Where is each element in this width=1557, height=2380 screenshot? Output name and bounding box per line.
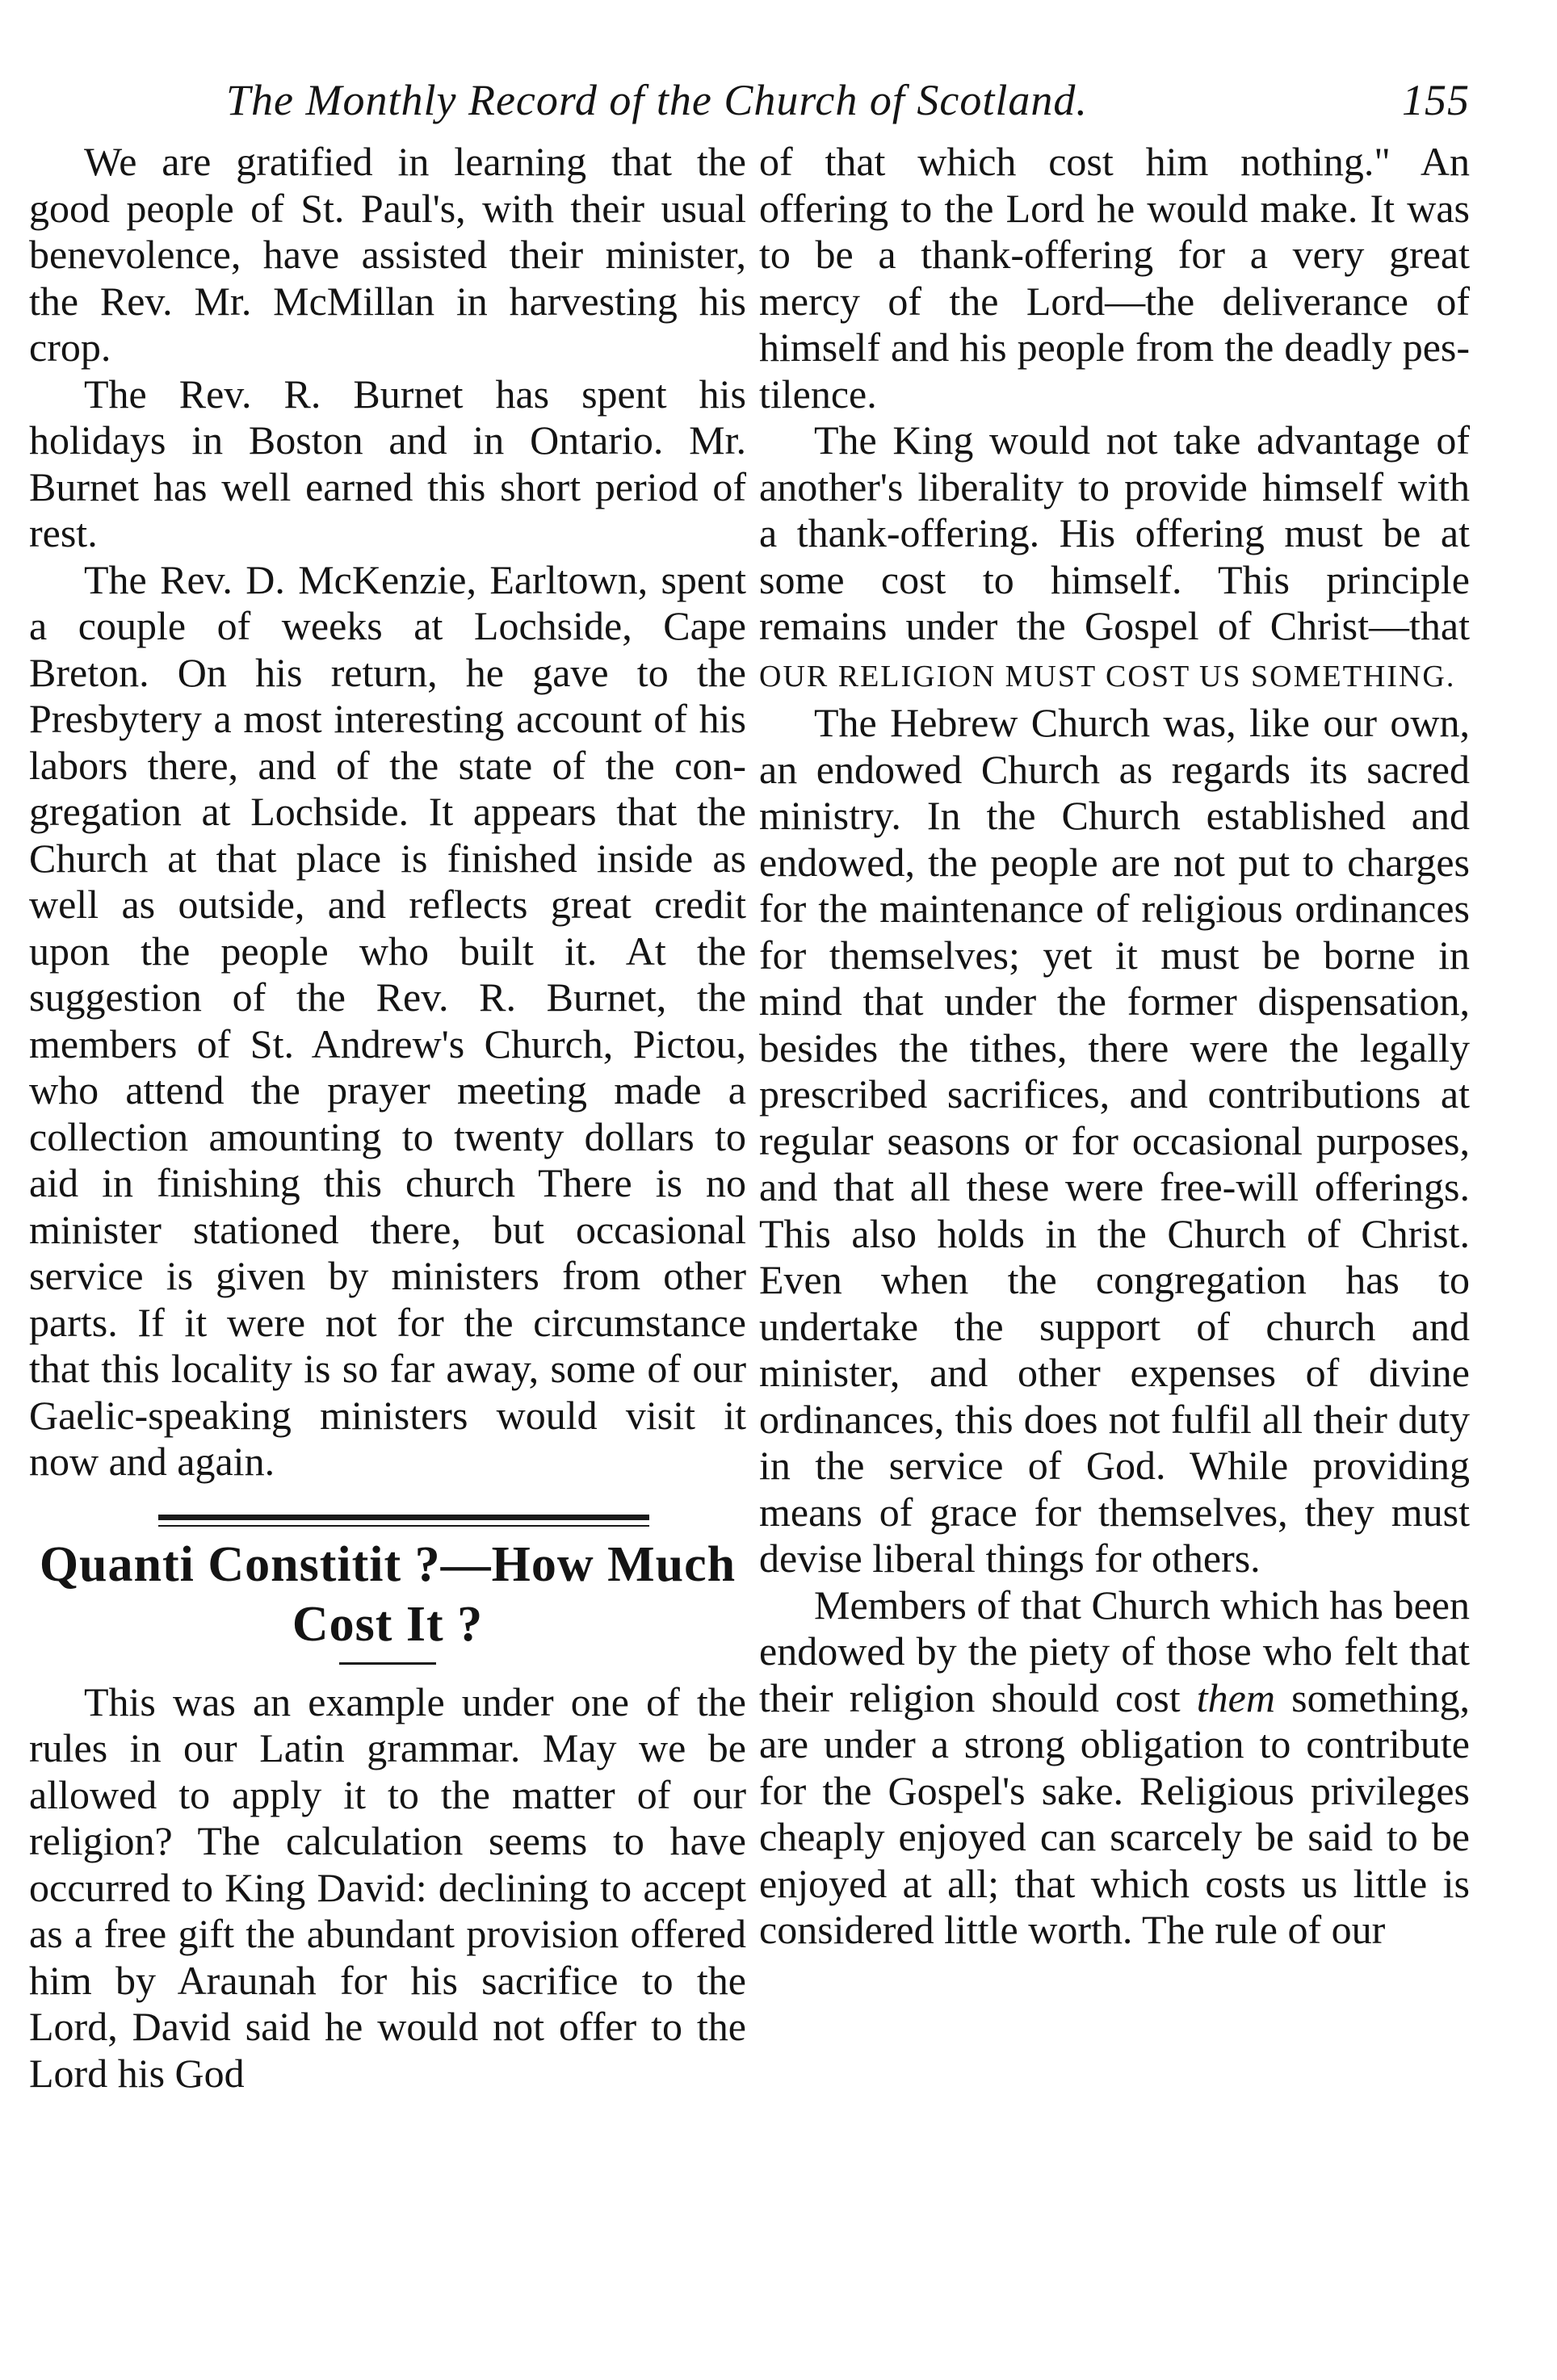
title-underline — [339, 1662, 436, 1665]
article-title-line1: Quanti Constitit ?—How Much — [39, 1536, 737, 1592]
paragraph-continued-offering: of that which cost him nothing." An offering to the Lord he would make. It was to be a thank-offering for a very great mercy of the Lord—the deliverance of himself and his people from the deadly pestilence. — [759, 139, 1470, 417]
members-text-start: Members of that Church which has been endowed by the piety of those who felt that their religion should cost — [759, 1582, 1470, 1720]
paragraph-mckenzie-lochside: The Rev. D. McKenzie, Earltown, spent a couple of weeks at Lochside, Cape Breton. On his return, he gave to the Presbytery a most interesting account of his labors there, and of the state of the congregation at Lochside. It appears that the Church at that place is finished inside as well as outside, and reflects great credit upon the people who built it. At the suggestion of the Rev. R. Burnet, the members of St. Andrew's Church, Pictou, who attend the prayer meeting made a collection amounting to twenty dollars to aid in finishing this church There is no minister stationed there, but occasional service is given by ministers from other parts. If it were not for the circumstance that this locality is so far away, some of our Gaelic-speaking ministers would visit it now and again. — [29, 556, 746, 1484]
paragraph-burnet-holidays: The Rev. R. Burnet has spent his holidays in Boston and in Ontario. Mr. Burnet has well earned this short period of rest. — [29, 371, 746, 555]
right-column — [759, 139, 1470, 1954]
members-emphasis-them: them — [1196, 1674, 1275, 1720]
page-header — [226, 68, 1470, 132]
left-column — [29, 139, 746, 2097]
section-divider-thick — [158, 1515, 649, 1520]
article-title — [29, 1535, 746, 1654]
page-number: 155 — [1402, 76, 1470, 124]
paragraph-st-pauls: We are gratified in learning that the good people of St. Paul's, with their usual benevolence, have assisted their minister, the Rev. Mr. McMillan in harvesting his crop. — [29, 139, 746, 370]
article-title-line2: Cost It ? — [292, 1596, 484, 1652]
king-text: The King would not take advantage of another's liberality to provide himself with a thank-offering. His offering must be at some cost to himself. This principle remains under the Gospel of Christ—that — [759, 417, 1470, 648]
paragraph-members-church — [759, 1582, 1470, 1954]
members-text-end: something, are under a strong obligation to contribute for the Gospel's sake. Religious privileges cheaply enjoyed can scarcely be said to be enjoyed at all; that which costs us little is considered little worth. The rule of our — [759, 1674, 1470, 1952]
section-divider-thin — [158, 1525, 649, 1527]
paragraph-hebrew-church: The Hebrew Church was, like our own, an endowed Church as regards its sacred ministry. In the Church established and endowed, the people are not put to charges for the maintenance of religious ordinances for themselves; yet it must be borne in mind that under the former dispensation, besides the tithes, there were the legally prescribed sacrifices, and contributions at regular seasons or for occasional purposes, and that all these were free-will offerings. This also holds in the Church of Christ. Even when the congregation has to undertake the support of church and minister, and other expenses of divine ordinances, this does not fulfil all their duty in the service of God. While providing means of grace for themselves, they must devise liberal things for others. — [759, 700, 1470, 1581]
running-title: The Monthly Record of the Church of Scotland. — [226, 76, 1088, 124]
paragraph-latin-grammar: This was an example under one of the rules in our Latin grammar. May we be allowed to apply it to the matter of our religion? The calculation seems to have occurred to King David: declining to accept as a free gift the abundant provision offered him by Araunah for his sacrifice to the Lord, David said he would not offer to the Lord his God — [29, 1678, 746, 2096]
emphasis-religion-cost: OUR RELIGION MUST COST US SOMETHING. — [759, 659, 1456, 693]
paragraph-king-thank-offering — [759, 417, 1470, 700]
